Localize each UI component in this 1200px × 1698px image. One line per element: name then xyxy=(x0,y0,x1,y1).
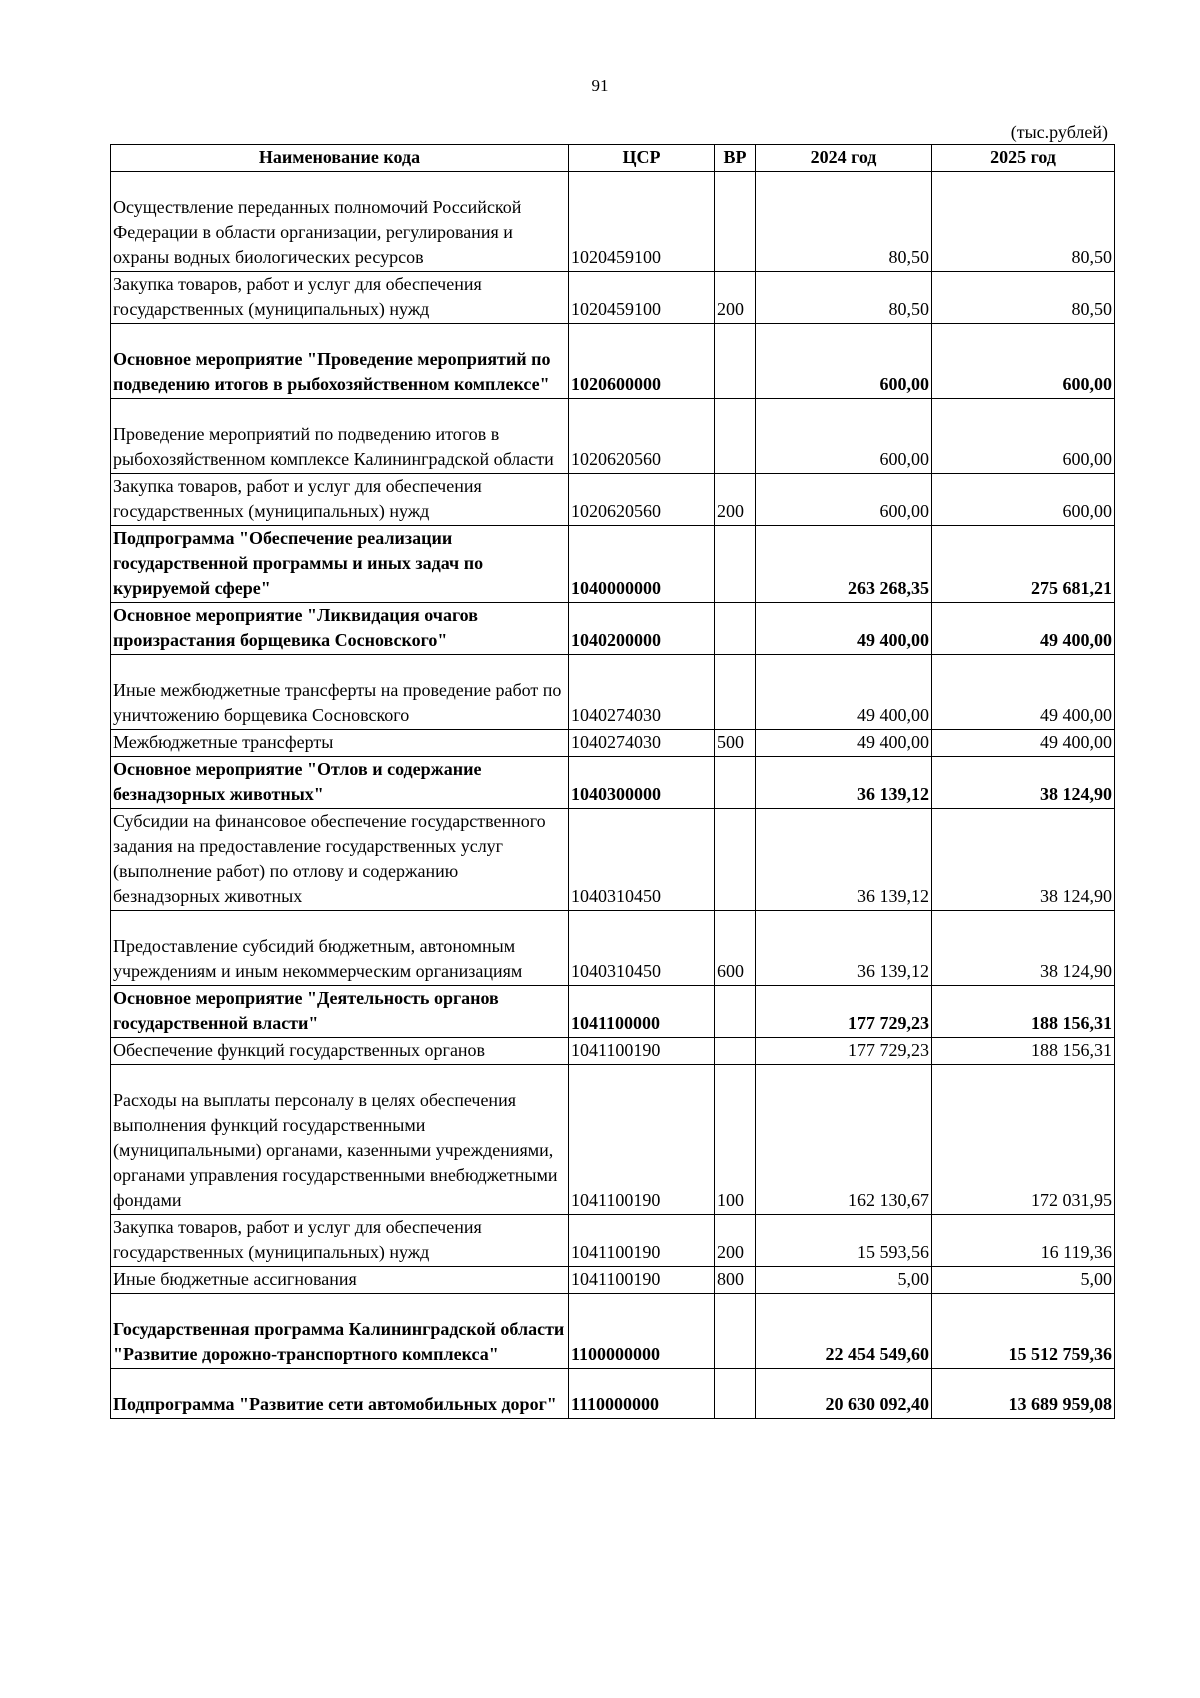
table-row xyxy=(111,1215,1115,1267)
row-csr-cell: 1040274030 xyxy=(569,730,715,757)
header-name: Наименование кода xyxy=(111,145,569,172)
row-name-cell: Закупка товаров, работ и услуг для обеспечения государственных (муниципальных) нужд xyxy=(111,272,569,324)
table-header-row xyxy=(111,145,1115,172)
row-vr-cell xyxy=(715,172,756,272)
row-2025-cell: 600,00 xyxy=(932,474,1115,526)
row-2024-cell: 5,00 xyxy=(756,1267,932,1294)
row-csr-cell: 1040000000 xyxy=(569,526,715,603)
row-vr-cell: 600 xyxy=(715,911,756,986)
row-vr-cell xyxy=(715,986,756,1038)
row-2024-cell: 22 454 549,60 xyxy=(756,1294,932,1369)
row-name-cell: Закупка товаров, работ и услуг для обеспечения государственных (муниципальных) нужд xyxy=(111,474,569,526)
table-row xyxy=(111,655,1115,730)
row-2025-cell: 15 512 759,36 xyxy=(932,1294,1115,1369)
row-2025-cell: 188 156,31 xyxy=(932,986,1115,1038)
table-row xyxy=(111,1267,1115,1294)
row-name-cell: Основное мероприятие "Ликвидация очагов произрастания борщевика Сосновского" xyxy=(111,603,569,655)
row-name-cell: Предоставление субсидий бюджетным, автономным учреждениям и иным некоммерческим организациям xyxy=(111,911,569,986)
row-2025-cell: 49 400,00 xyxy=(932,603,1115,655)
row-2025-cell: 5,00 xyxy=(932,1267,1115,1294)
row-2025-cell: 600,00 xyxy=(932,324,1115,399)
row-2025-cell: 38 124,90 xyxy=(932,911,1115,986)
row-vr-cell xyxy=(715,603,756,655)
row-2025-cell: 80,50 xyxy=(932,272,1115,324)
row-vr-cell: 200 xyxy=(715,1215,756,1267)
row-csr-cell: 1040274030 xyxy=(569,655,715,730)
row-2024-cell: 36 139,12 xyxy=(756,757,932,809)
row-vr-cell: 800 xyxy=(715,1267,756,1294)
row-vr-cell xyxy=(715,324,756,399)
row-csr-cell: 1041100190 xyxy=(569,1267,715,1294)
row-name-cell: Осуществление переданных полномочий Российской Федерации в области организации, регулирования и охраны водных биологических ресурсов xyxy=(111,172,569,272)
row-csr-cell: 1041100000 xyxy=(569,986,715,1038)
row-vr-cell xyxy=(715,1294,756,1369)
table-row xyxy=(111,172,1115,272)
row-vr-cell xyxy=(715,1038,756,1065)
row-name-cell: Подпрограмма "Развитие сети автомобильных дорог" xyxy=(111,1369,569,1419)
row-2025-cell: 49 400,00 xyxy=(932,655,1115,730)
table-row xyxy=(111,986,1115,1038)
row-2024-cell: 600,00 xyxy=(756,474,932,526)
row-name-cell: Закупка товаров, работ и услуг для обеспечения государственных (муниципальных) нужд xyxy=(111,1215,569,1267)
row-name-cell: Государственная программа Калининградской области "Развитие дорожно-транспортного комплекса" xyxy=(111,1294,569,1369)
row-vr-cell xyxy=(715,1369,756,1419)
row-csr-cell: 1040310450 xyxy=(569,809,715,911)
row-2024-cell: 15 593,56 xyxy=(756,1215,932,1267)
row-csr-cell: 1020459100 xyxy=(569,272,715,324)
row-name-cell: Обеспечение функций государственных органов xyxy=(111,1038,569,1065)
row-csr-cell: 1020459100 xyxy=(569,172,715,272)
table-row xyxy=(111,324,1115,399)
row-2024-cell: 49 400,00 xyxy=(756,603,932,655)
table-row xyxy=(111,757,1115,809)
row-2024-cell: 80,50 xyxy=(756,272,932,324)
header-vr: ВР xyxy=(715,145,756,172)
row-2024-cell: 49 400,00 xyxy=(756,730,932,757)
header-2024: 2024 год xyxy=(756,145,932,172)
row-csr-cell: 1040200000 xyxy=(569,603,715,655)
row-2025-cell: 38 124,90 xyxy=(932,809,1115,911)
row-2025-cell: 38 124,90 xyxy=(932,757,1115,809)
table-row xyxy=(111,474,1115,526)
table-row xyxy=(111,399,1115,474)
row-2024-cell: 20 630 092,40 xyxy=(756,1369,932,1419)
table-row xyxy=(111,1369,1115,1419)
row-2025-cell: 188 156,31 xyxy=(932,1038,1115,1065)
table-row xyxy=(111,911,1115,986)
row-name-cell: Межбюджетные трансферты xyxy=(111,730,569,757)
row-2025-cell: 600,00 xyxy=(932,399,1115,474)
page-number: 91 xyxy=(591,76,609,95)
row-2025-cell: 275 681,21 xyxy=(932,526,1115,603)
row-2025-cell: 80,50 xyxy=(932,172,1115,272)
row-name-cell: Основное мероприятие "Проведение мероприятий по подведению итогов в рыбохозяйственном комплексе" xyxy=(111,324,569,399)
row-vr-cell xyxy=(715,655,756,730)
row-2024-cell: 36 139,12 xyxy=(756,911,932,986)
row-2024-cell: 177 729,23 xyxy=(756,986,932,1038)
row-name-cell: Иные бюджетные ассигнования xyxy=(111,1267,569,1294)
row-vr-cell xyxy=(715,399,756,474)
row-csr-cell: 1041100190 xyxy=(569,1065,715,1215)
header-csr: ЦСР xyxy=(569,145,715,172)
table-row xyxy=(111,1294,1115,1369)
table-row xyxy=(111,1065,1115,1215)
row-csr-cell: 1020620560 xyxy=(569,474,715,526)
units-label: (тыс.рублей) xyxy=(1010,122,1108,142)
row-vr-cell: 500 xyxy=(715,730,756,757)
row-2025-cell: 172 031,95 xyxy=(932,1065,1115,1215)
row-vr-cell: 100 xyxy=(715,1065,756,1215)
row-vr-cell xyxy=(715,809,756,911)
row-csr-cell: 1110000000 xyxy=(569,1369,715,1419)
table-row xyxy=(111,730,1115,757)
budget-table xyxy=(110,144,1115,1419)
table-row xyxy=(111,1038,1115,1065)
row-name-cell: Основное мероприятие "Деятельность органов государственной власти" xyxy=(111,986,569,1038)
row-csr-cell: 1041100190 xyxy=(569,1038,715,1065)
row-csr-cell: 1020620560 xyxy=(569,399,715,474)
row-name-cell: Иные межбюджетные трансферты на проведение работ по уничтожению борщевика Сосновского xyxy=(111,655,569,730)
row-2025-cell: 13 689 959,08 xyxy=(932,1369,1115,1419)
table-row xyxy=(111,809,1115,911)
row-csr-cell: 1100000000 xyxy=(569,1294,715,1369)
row-2024-cell: 80,50 xyxy=(756,172,932,272)
row-name-cell: Основное мероприятие "Отлов и содержание безнадзорных животных" xyxy=(111,757,569,809)
row-2024-cell: 36 139,12 xyxy=(756,809,932,911)
row-vr-cell: 200 xyxy=(715,474,756,526)
header-2025: 2025 год xyxy=(932,145,1115,172)
row-vr-cell: 200 xyxy=(715,272,756,324)
row-2024-cell: 600,00 xyxy=(756,324,932,399)
row-2024-cell: 600,00 xyxy=(756,399,932,474)
row-csr-cell: 1040310450 xyxy=(569,911,715,986)
row-name-cell: Подпрограмма "Обеспечение реализации государственной программы и иных задач по курируемой сфере" xyxy=(111,526,569,603)
row-csr-cell: 1020600000 xyxy=(569,324,715,399)
row-2025-cell: 16 119,36 xyxy=(932,1215,1115,1267)
row-csr-cell: 1041100190 xyxy=(569,1215,715,1267)
row-name-cell: Субсидии на финансовое обеспечение государственного задания на предоставление государственных услуг (выполнение работ) по отлову и содержанию безнадзорных животных xyxy=(111,809,569,911)
row-2024-cell: 177 729,23 xyxy=(756,1038,932,1065)
row-name-cell: Расходы на выплаты персоналу в целях обеспечения выполнения функций государственными (муниципальными) органами, казенными учреждениями, органами управления государственными внебюджетными фондами xyxy=(111,1065,569,1215)
row-vr-cell xyxy=(715,526,756,603)
row-2024-cell: 263 268,35 xyxy=(756,526,932,603)
row-vr-cell xyxy=(715,757,756,809)
row-name-cell: Проведение мероприятий по подведению итогов в рыбохозяйственном комплексе Калининградской области xyxy=(111,399,569,474)
row-2024-cell: 49 400,00 xyxy=(756,655,932,730)
table-row xyxy=(111,272,1115,324)
row-2024-cell: 162 130,67 xyxy=(756,1065,932,1215)
row-2025-cell: 49 400,00 xyxy=(932,730,1115,757)
row-csr-cell: 1040300000 xyxy=(569,757,715,809)
table-body xyxy=(111,172,1115,1419)
table-row xyxy=(111,603,1115,655)
table-row xyxy=(111,526,1115,603)
